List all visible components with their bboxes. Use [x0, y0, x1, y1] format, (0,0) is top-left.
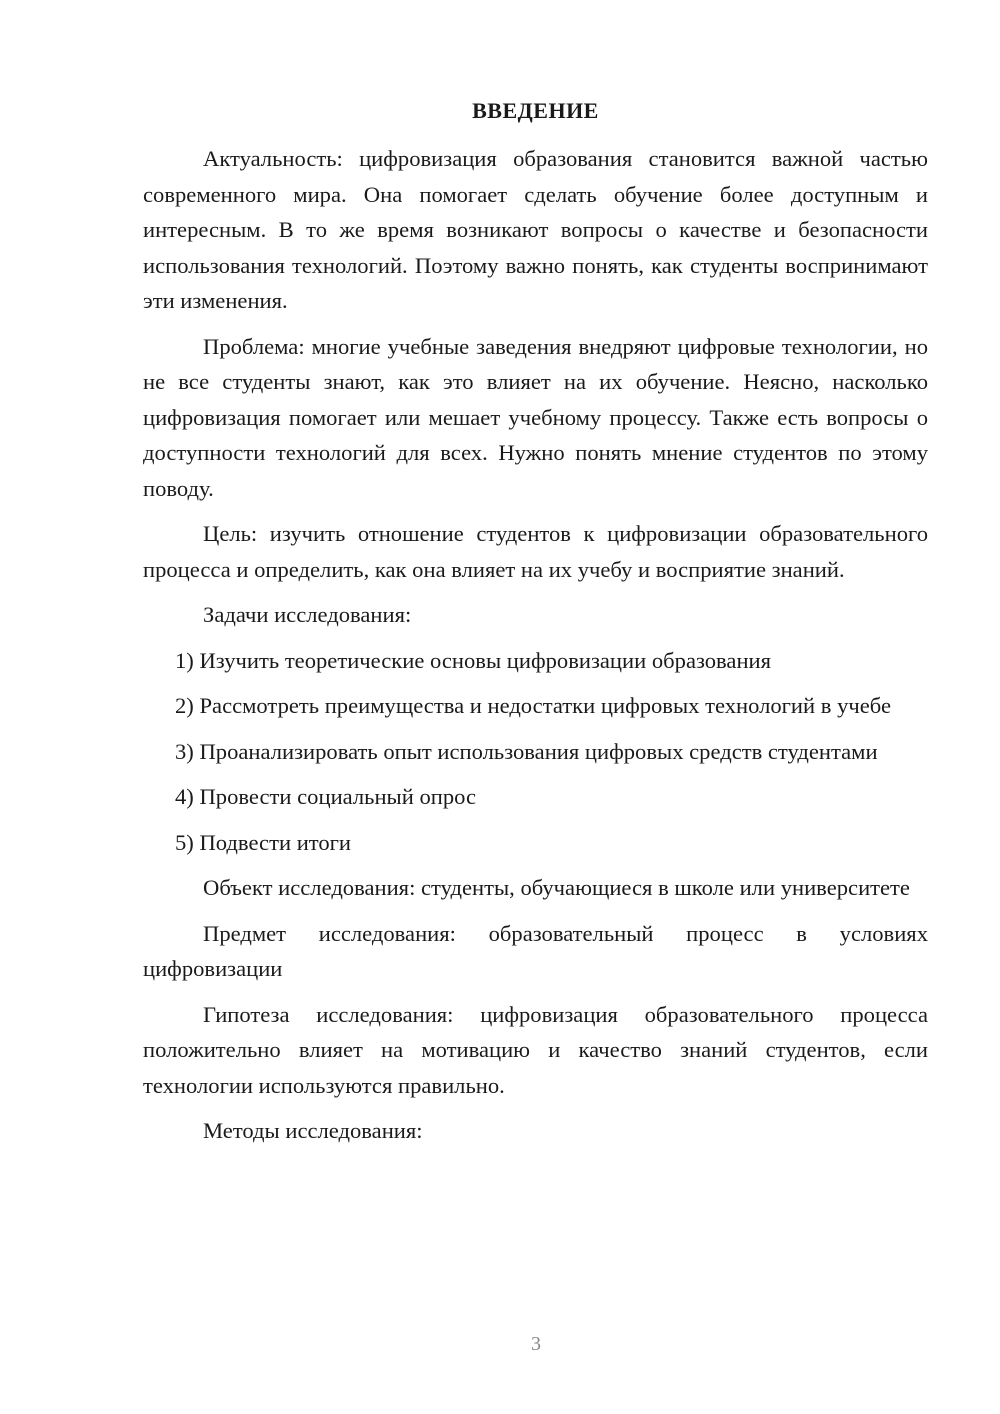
paragraph-relevance: Актуальность: цифровизация образования становится важной частью современного мира. Она помогает сделать обучение более доступным и интересным. В то же время возникают вопросы о качестве и безопасности использования технологий. Поэтому важно понять, как студенты воспринимают эти изменения. [143, 146, 928, 313]
paragraph-subject: Предмет исследования: образовательный процесс в условиях цифровизации [143, 920, 928, 981]
task-item-1: 1) Изучить теоретические основы цифровизации образования [175, 647, 772, 673]
paragraph-methods: Методы исследования: [203, 1118, 423, 1143]
page-content [143, 93, 928, 1159]
section-title: ВВЕДЕНИЕ [472, 98, 599, 123]
page-number: 3 [531, 1333, 541, 1355]
task-item-5: 5) Подвести итоги [175, 829, 352, 855]
paragraph-tasks-heading: Задачи исследования: [203, 602, 412, 627]
task-item-4: 4) Провести социальный опрос [175, 784, 477, 809]
paragraph-goal: Цель: изучить отношение студентов к цифровизации образовательного процесса и определить, как она влияет на их учебу и восприятие знаний. [143, 521, 928, 582]
paragraph-hypothesis: Гипотеза исследования: цифровизация образовательного процесса положительно влияет на мотивацию и качество знаний студентов, если технологии используются правильно. [143, 1001, 928, 1098]
task-item-3: 3) Проанализировать опыт использования цифровых средств студентами [175, 738, 878, 764]
paragraph-object: Объект исследования: студенты, обучающиеся в школе или университете [203, 875, 910, 900]
paragraph-problem: Проблема: многие учебные заведения внедряют цифровые технологии, но не все студенты знают, как это влияет на их обучение. Неясно, насколько цифровизация помогает или мешает учебному процессу. Также есть вопросы о доступности технологий для всех. Нужно понять мнение студентов по этому поводу. [143, 333, 928, 501]
task-item-2: 2) Рассмотреть преимущества и недостатки цифровых технологий в учебе [175, 693, 891, 718]
